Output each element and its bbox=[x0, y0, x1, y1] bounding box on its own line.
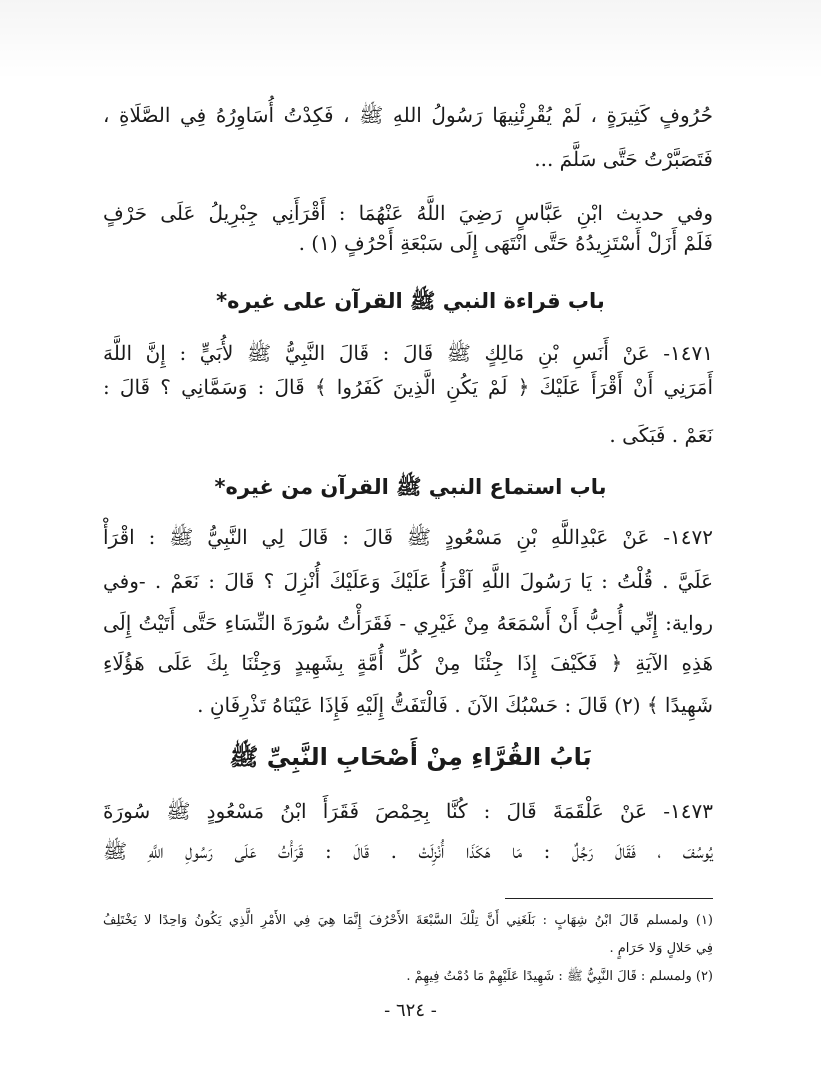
text-line: ١٤٧٣- عَنْ عَلْقَمَةَ قَالَ : كُنَّا بِحِمْصَ فَقَرَأَ ابْنُ مَسْعُودٍ ﷺ سُورَةَ bbox=[103, 799, 713, 823]
text-line: هَذِهِ الآيَةِ ﴿ فَكَيْفَ إِذَا جِئْنَا مِنْ كُلِّ أُمَّةٍ بِشَهِيدٍ وَجِئْنَا بِكَ عَلَى هَؤُلَاءِ bbox=[103, 651, 713, 675]
section-heading: باب قراءة النبي ﷺ القرآن على غيره* bbox=[216, 289, 605, 313]
text-line: فَتَصَبَّرْتُ حَتَّى سَلَّمَ ... bbox=[534, 147, 713, 171]
scan-shadow bbox=[0, 0, 821, 80]
text-line: حُرُوفٍ كَثِيرَةٍ ، لَمْ يُقْرِئْنِيهَا رَسُولُ اللهِ ﷺ ، فَكِدْتُ أُسَاوِرُهُ فِي الصَّلَاةِ ، bbox=[103, 103, 713, 127]
text-line: يُوسُفَ ، فَقَالَ رَجُلٌ : مَا هَكَذَا أُنْزِلَتْ . قَالَ : قَرَأْتُ عَلَى رَسُولِ اللَّهِ ﷺ bbox=[103, 839, 713, 863]
text-line: عَلَيَّ . قُلْتُ : يَا رَسُولَ اللَّهِ آقْرَأُ عَلَيْكَ وَعَلَيْكَ أُنْزِلَ ؟ قَالَ : نَعَمْ . -وفي bbox=[103, 569, 713, 593]
section-heading: باب استماع النبي ﷺ القرآن من غيره* bbox=[214, 475, 607, 499]
footnote-line: (٢) ولمسلم : قَالَ النَّبِيُّ ﷺ : شَهِيدًا عَلَيْهِمْ مَا دُمْتُ فِيهِمْ . bbox=[406, 969, 713, 984]
text-line: ١٤٧١- عَنْ أَنَسِ بْنِ مَالِكٍ ﷺ قَالَ : قَالَ النَّبِيُّ ﷺ لأُبَيٍّ : إِنَّ اللَّهَ bbox=[103, 341, 713, 365]
text-line: فَلَمْ أَزَلْ أَسْتَزِيدُهُ حَتَّى انْتَهَى إِلَى سَبْعَةِ أَحْرُفٍ (١) . bbox=[298, 231, 713, 255]
text-line: أَمَرَنِي أَنْ أَقْرَأَ عَلَيْكَ ﴿ لَمْ يَكُنِ الَّذِينَ كَفَرُوا ﴾ قَالَ : وَسَمَّانِي ؟ قَالَ : bbox=[103, 375, 713, 399]
footnote-rule bbox=[505, 898, 713, 899]
text-line: نَعَمْ . فَبَكَى . bbox=[609, 423, 713, 447]
footnote-line: (١) ولمسلم قَالَ ابْنُ شِهَابٍ : بَلَغَنِي أَنَّ تِلْكَ السَّبْعَةَ الأَحْرُفَ إِنَّمَا هِيَ فِي الأَمْرِ الَّذِي يَكُونُ وَاحِدًا لا يَخْتَلِفُ bbox=[103, 913, 713, 928]
footnote-line: فِي حَلالٍ وَلا حَرَامٍ . bbox=[609, 941, 713, 956]
text-line: رواية: إِنِّي أُحِبُّ أَنْ أَسْمَعَهُ مِنْ غَيْرِي - فَقَرَأْتُ سُورَةَ النِّسَاءِ حَتَّى أَتَيْتُ إِلَى bbox=[103, 611, 713, 635]
page-number: - ٦٢٤ - bbox=[384, 1000, 437, 1021]
text-line: ١٤٧٢- عَنْ عَبْدِاللَّهِ بْنِ مَسْعُودٍ ﷺ قَالَ : قَالَ لِي النَّبِيُّ ﷺ : اقْرَأْ bbox=[103, 525, 713, 549]
text-line: وفي حديث ابْنِ عَبَّاسٍ رَضِيَ اللَّهُ عَنْهُمَا : أَقْرَأَنِي جِبْرِيلُ عَلَى حَرْفٍ bbox=[103, 201, 713, 225]
text-line: شَهِيدًا ﴾ (٢) قَالَ : حَسْبُكَ الآنَ . فَالْتَفَتُّ إِلَيْهِ فَإِذَا عَيْنَاهُ تَذْرِفَانِ . bbox=[197, 693, 713, 717]
section-heading: بَابُ القُرَّاءِ مِنْ أَصْحَابِ النَّبِيِّ ﷺ bbox=[229, 743, 592, 771]
